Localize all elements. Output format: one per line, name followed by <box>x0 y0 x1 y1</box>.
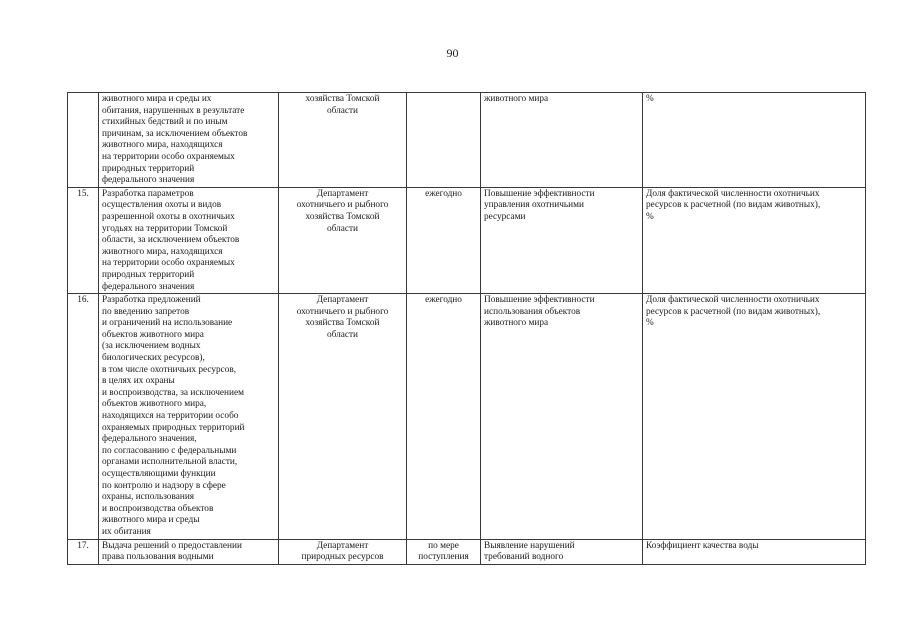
cell-text-line: охраны, использования <box>102 492 195 503</box>
cell-text-line: природных территорий <box>102 163 195 174</box>
cell-text-line: ежегодно <box>425 295 462 306</box>
cell-text-line: объектов животного мира <box>102 329 204 340</box>
row-number-cell <box>68 93 99 188</box>
cell-text-line: права пользования водными <box>102 552 214 563</box>
deadline-cell <box>407 187 481 293</box>
cell-text-line: Разработка предложений <box>102 295 201 306</box>
cell-text-line: федерального значения <box>102 175 195 186</box>
cell-text-line: поступления <box>418 552 469 563</box>
cell-text-line: и воспроизводства объектов <box>102 503 214 514</box>
cell-text-line: федерального значения <box>102 281 195 292</box>
cell-text-line: охотничьего и рыбного <box>296 200 389 211</box>
cell-text-line: (за исключением водных <box>102 341 201 352</box>
cell-text-line: объектов животного мира, <box>102 399 207 410</box>
cell-text-line: использования объектов <box>484 306 581 317</box>
cell-text-line: Департамент <box>316 188 369 199</box>
deadline-cell <box>407 93 481 188</box>
indicator-cell <box>643 93 866 188</box>
measures-table <box>67 92 866 565</box>
indicator-cell <box>643 187 866 293</box>
row-number-cell: 16. <box>68 294 99 539</box>
cell-text-line: требований водного <box>484 552 564 563</box>
cell-text-line: охотничьего и рыбного <box>296 306 389 317</box>
cell-text-line: на территории особо охраняемых <box>102 151 235 162</box>
responsible-cell <box>279 93 407 188</box>
cell-text-line: в том числе охотничьих ресурсов, <box>102 364 237 375</box>
cell-text-line: Повышение эффективности <box>484 295 595 306</box>
cell-text-line: стихийных бедствий и по иным <box>102 117 228 128</box>
expected-result-cell <box>481 294 643 539</box>
expected-result-cell <box>481 93 643 188</box>
cell-text-line: Выдача решений о предоставлении <box>102 540 242 551</box>
page-number: 90 <box>446 46 459 60</box>
cell-text-line: животного мира, находящихся <box>102 140 223 151</box>
cell-text-line: управления охотничьими <box>484 200 584 211</box>
cell-text-line: Выявление нарушений <box>484 540 575 551</box>
cell-text-line: осуществляющими функции <box>102 469 216 479</box>
cell-text-line: животного мира, находящихся <box>102 246 223 257</box>
cell-text-line: животного мира <box>484 94 549 104</box>
responsible-cell <box>279 294 407 539</box>
cell-text-line: по согласованию с федеральными <box>102 445 237 456</box>
cell-text-line: обитания, нарушенных в результате <box>102 105 245 116</box>
cell-text-line: животного мира <box>484 318 549 329</box>
responsible-cell <box>279 187 407 293</box>
cell-text-line: хозяйства Томской <box>305 94 380 104</box>
cell-text-line: природных ресурсов <box>301 552 384 563</box>
cell-text-line: угодьях на территории Томской <box>102 223 228 234</box>
expected-result-cell <box>481 539 643 564</box>
cell-text-line: и ограничений на использование <box>102 318 233 329</box>
cell-text-line: % <box>646 318 654 329</box>
measure-name-cell <box>99 187 279 293</box>
cell-text-line: охраняемых природных территорий <box>102 422 245 433</box>
cell-text-line: находящихся на территории особо <box>102 411 239 422</box>
cell-text-line: хозяйства Томской <box>305 318 380 329</box>
cell-text-line: их обитания <box>102 526 151 537</box>
table-row <box>68 539 866 564</box>
cell-text-line: биологических ресурсов), <box>102 353 205 364</box>
cell-text-line: федерального значения, <box>102 434 197 445</box>
cell-text-line: Доля фактической численности охотничьих <box>646 188 820 199</box>
table-row <box>68 93 866 188</box>
cell-text-line: причинам, за исключением объектов <box>102 128 248 139</box>
cell-text-line: ресурсов к расчетной (по видам животных), <box>646 200 821 211</box>
cell-text-line: органами исполнительной власти, <box>102 457 238 468</box>
cell-text-line: разрешенной охоты в охотничьих <box>102 211 235 222</box>
indicator-cell <box>643 294 866 539</box>
cell-text-line: осуществления охоты и видов <box>102 200 222 211</box>
row-number-cell: 17. <box>68 539 99 564</box>
cell-text-line: % <box>646 211 654 222</box>
cell-text-line: на территории особо охраняемых <box>102 258 235 269</box>
cell-text-line: природных территорий <box>102 269 195 280</box>
table-body <box>68 93 866 565</box>
cell-text-line: области <box>326 329 359 340</box>
cell-text-line: Разработка параметров <box>102 188 194 199</box>
measure-name-cell <box>99 539 279 564</box>
expected-result-cell <box>481 187 643 293</box>
cell-text-line: Коэффициент качества воды <box>646 540 759 551</box>
cell-text-line: области, за исключением объектов <box>102 235 240 246</box>
deadline-cell <box>407 539 481 564</box>
measure-name-cell <box>99 294 279 539</box>
cell-text-line: животного мира и среды их <box>102 94 212 104</box>
table-row <box>68 187 866 293</box>
cell-text-line: Доля фактической численности охотничьих <box>646 295 820 306</box>
cell-text-line: по контролю и надзору в сфере <box>102 480 226 491</box>
cell-text-line: области <box>326 105 359 116</box>
cell-text-line: по мере <box>428 540 459 551</box>
cell-text-line: ресурсов к расчетной (по видам животных), <box>646 306 821 317</box>
cell-text-line: Департамент <box>316 295 369 306</box>
cell-text-line: и воспроизводства, за исключением <box>102 387 244 398</box>
row-number-cell: 15. <box>68 187 99 293</box>
cell-text-line: животного мира и среды <box>102 515 200 526</box>
cell-text-line: % <box>646 94 654 104</box>
cell-text-line: области <box>326 223 359 234</box>
cell-text-line: в целях их охраны <box>102 376 175 387</box>
cell-text-line: Повышение эффективности <box>484 188 595 199</box>
cell-text-line: по введению запретов <box>102 306 190 317</box>
cell-text-line: Департамент <box>316 540 369 551</box>
cell-text-line: ежегодно <box>425 188 462 199</box>
table-row <box>68 294 866 539</box>
indicator-cell <box>643 539 866 564</box>
cell-text-line: ресурсами <box>484 211 526 222</box>
cell-text-line: хозяйства Томской <box>305 211 380 222</box>
deadline-cell <box>407 294 481 539</box>
responsible-cell <box>279 539 407 564</box>
measure-name-cell <box>99 93 279 188</box>
